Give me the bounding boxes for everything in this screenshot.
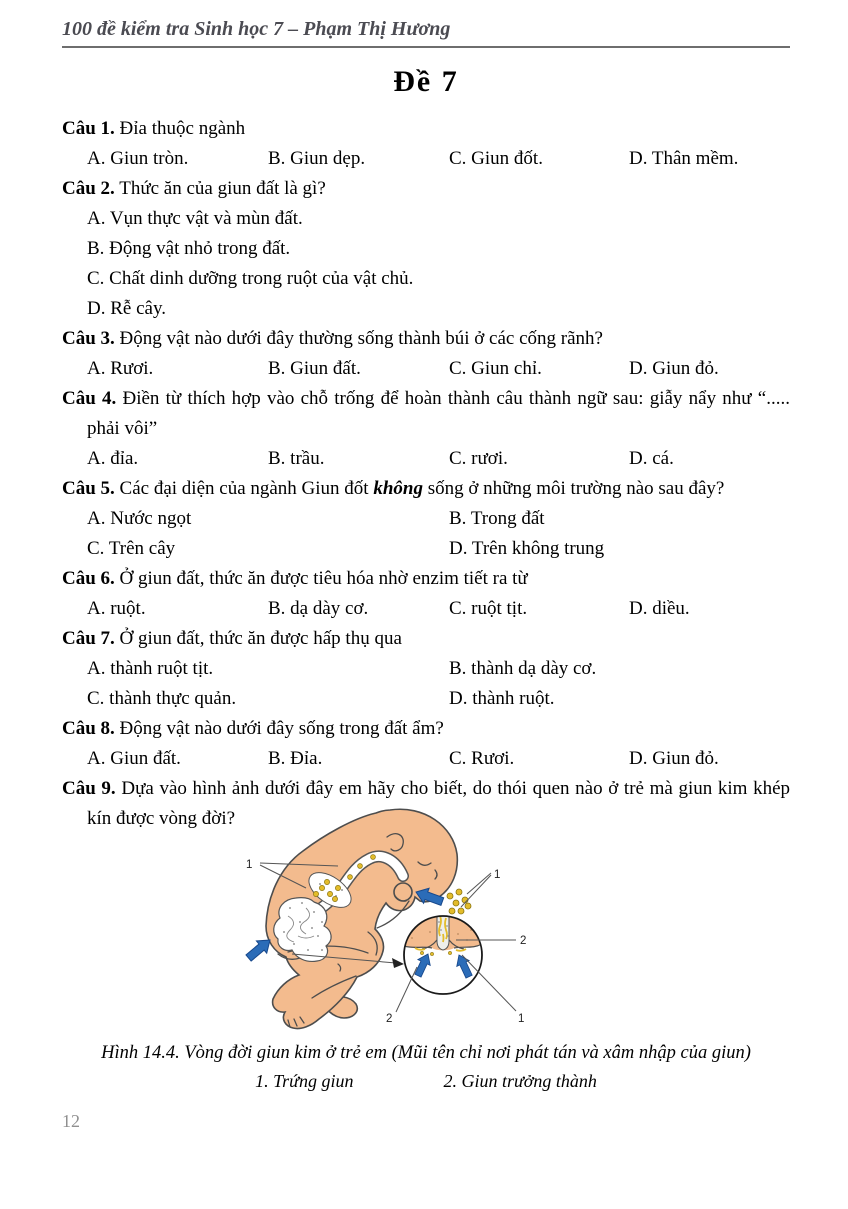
option-c: C. Trên cây bbox=[87, 538, 176, 559]
question-3 bbox=[62, 324, 790, 384]
question-label: Câu 8. bbox=[62, 718, 115, 739]
question-label: Câu 3. bbox=[62, 328, 115, 349]
question-text bbox=[62, 384, 790, 444]
question-label: Câu 4. bbox=[62, 388, 117, 409]
question-text bbox=[62, 174, 790, 204]
marker-2: 2 bbox=[386, 1013, 393, 1025]
question-body: Động vật nào dưới đây sống trong đất ẩm? bbox=[119, 718, 444, 739]
legend-item-2: 2. Giun trưởng thành bbox=[443, 1071, 597, 1091]
option-c: C. rươi. bbox=[449, 448, 508, 469]
figure-caption: Hình 14.4. Vòng đời giun kim ở trẻ em (Mũi tên chỉ nơi phát tán và xâm nhập của giun) bbox=[101, 1043, 751, 1063]
inset-closeup bbox=[404, 912, 482, 994]
option-a: A. thành ruột tịt. bbox=[87, 658, 214, 679]
option-a: A. Rươi. bbox=[87, 358, 154, 379]
question-text bbox=[62, 114, 790, 144]
options-row bbox=[62, 504, 790, 534]
option-d: D. diều. bbox=[629, 598, 690, 619]
option-a: A. Nước ngọt bbox=[87, 508, 192, 529]
option-c: C. Giun đốt. bbox=[449, 148, 543, 169]
question-body: Động vật nào dưới đây thường sống thành búi ở các cống rãnh? bbox=[119, 328, 603, 349]
option-d: D. thành ruột. bbox=[449, 688, 555, 709]
question-body: sống ở những môi trường nào sau đây? bbox=[427, 478, 725, 499]
option-a: A. Vụn thực vật và mùn đất. bbox=[87, 208, 303, 229]
option-d: D. cá. bbox=[629, 448, 674, 469]
option-a: A. Giun đất. bbox=[87, 748, 181, 769]
lifecycle-figure bbox=[62, 834, 790, 1037]
question-label: Câu 7. bbox=[62, 628, 115, 649]
question-7 bbox=[62, 624, 790, 714]
option-b: B. Trong đất bbox=[449, 508, 545, 529]
marker-2: 2 bbox=[520, 935, 527, 947]
option-b: B. Đỉa. bbox=[268, 748, 323, 769]
options-row bbox=[62, 354, 790, 384]
question-emphasis: không bbox=[373, 478, 423, 499]
option-c: C. thành thực quản. bbox=[87, 688, 237, 709]
option-b: B. trầu. bbox=[268, 448, 325, 469]
option-c: C. Chất dinh dưỡng trong ruột của vật chủ. bbox=[87, 268, 414, 289]
question-body: Dựa vào hình ảnh dưới đây em hãy cho biết, do thói quen nào ở trẻ mà giun kim khép kín được vòng đời? bbox=[87, 778, 791, 829]
page-number: 12 bbox=[62, 1111, 80, 1131]
question-1 bbox=[62, 114, 790, 174]
option-b: B. Giun dẹp. bbox=[268, 148, 366, 169]
question-body: Ở giun đất, thức ăn được hấp thụ qua bbox=[119, 628, 402, 649]
question-label: Câu 9. bbox=[62, 778, 116, 799]
option-c: C. Rươi. bbox=[449, 748, 515, 769]
option-b: B. dạ dày cơ. bbox=[268, 598, 369, 619]
option-d: D. Giun đỏ. bbox=[629, 358, 719, 379]
pinworm-lifecycle-illustration bbox=[210, 804, 650, 1034]
options-stack bbox=[62, 204, 790, 324]
option-d: D. Rễ cây. bbox=[87, 298, 166, 319]
question-label: Câu 5. bbox=[62, 478, 115, 499]
question-body: Đỉa thuộc ngành bbox=[119, 118, 246, 139]
options-row bbox=[62, 654, 790, 684]
options-row bbox=[62, 744, 790, 774]
question-body: Ở giun đất, thức ăn được tiêu hóa nhờ enzim tiết ra từ bbox=[119, 568, 528, 589]
question-text bbox=[62, 324, 790, 354]
legend-item-1: 1. Trứng giun bbox=[255, 1071, 354, 1091]
marker-1: 1 bbox=[246, 859, 253, 871]
page-header: 100 đề kiểm tra Sinh học 7 – Phạm Thị Hương bbox=[62, 16, 790, 48]
question-text bbox=[62, 624, 790, 654]
option-a: A. đỉa. bbox=[87, 448, 139, 469]
question-label: Câu 1. bbox=[62, 118, 115, 139]
option-b: B. Động vật nhỏ trong đất. bbox=[87, 238, 291, 259]
option-a: A. ruột. bbox=[87, 598, 146, 619]
marker-1: 1 bbox=[494, 869, 501, 881]
egg-cluster bbox=[447, 889, 471, 914]
question-body: Thức ăn của giun đất là gì? bbox=[119, 178, 326, 199]
question-label: Câu 2. bbox=[62, 178, 115, 199]
option-a: A. Giun tròn. bbox=[87, 148, 189, 169]
question-body: Các đại diện của ngành Giun đốt bbox=[119, 478, 369, 499]
option-c: C. Giun chỉ. bbox=[449, 358, 542, 379]
question-body: Điền từ thích hợp vào chỗ trống để hoàn thành câu thành ngữ sau: giẫy nẩy như “..... phải vôi” bbox=[87, 388, 790, 439]
options-row bbox=[62, 594, 790, 624]
option-b: B. Giun đất. bbox=[268, 358, 361, 379]
question-text bbox=[62, 714, 790, 744]
question-text bbox=[62, 474, 790, 504]
pointer-arrowhead bbox=[392, 958, 404, 968]
options-row bbox=[62, 684, 790, 714]
options-row bbox=[62, 444, 790, 474]
marker-1: 1 bbox=[518, 1013, 525, 1025]
question-label: Câu 6. bbox=[62, 568, 115, 589]
figure-legend bbox=[62, 1067, 790, 1095]
exam-body bbox=[62, 114, 790, 1133]
question-5 bbox=[62, 474, 790, 564]
question-8 bbox=[62, 714, 790, 774]
option-d: D. Trên không trung bbox=[449, 538, 605, 559]
question-6 bbox=[62, 564, 790, 624]
question-text bbox=[62, 564, 790, 594]
exam-title: Đề 7 bbox=[393, 65, 459, 98]
options-row bbox=[62, 534, 790, 564]
option-b: B. thành dạ dày cơ. bbox=[449, 658, 597, 679]
options-row bbox=[62, 144, 790, 174]
option-c: C. ruột tịt. bbox=[449, 598, 528, 619]
option-d: D. Thân mềm. bbox=[629, 148, 739, 169]
option-d: D. Giun đỏ. bbox=[629, 748, 719, 769]
question-2 bbox=[62, 174, 790, 324]
question-4 bbox=[62, 384, 790, 474]
